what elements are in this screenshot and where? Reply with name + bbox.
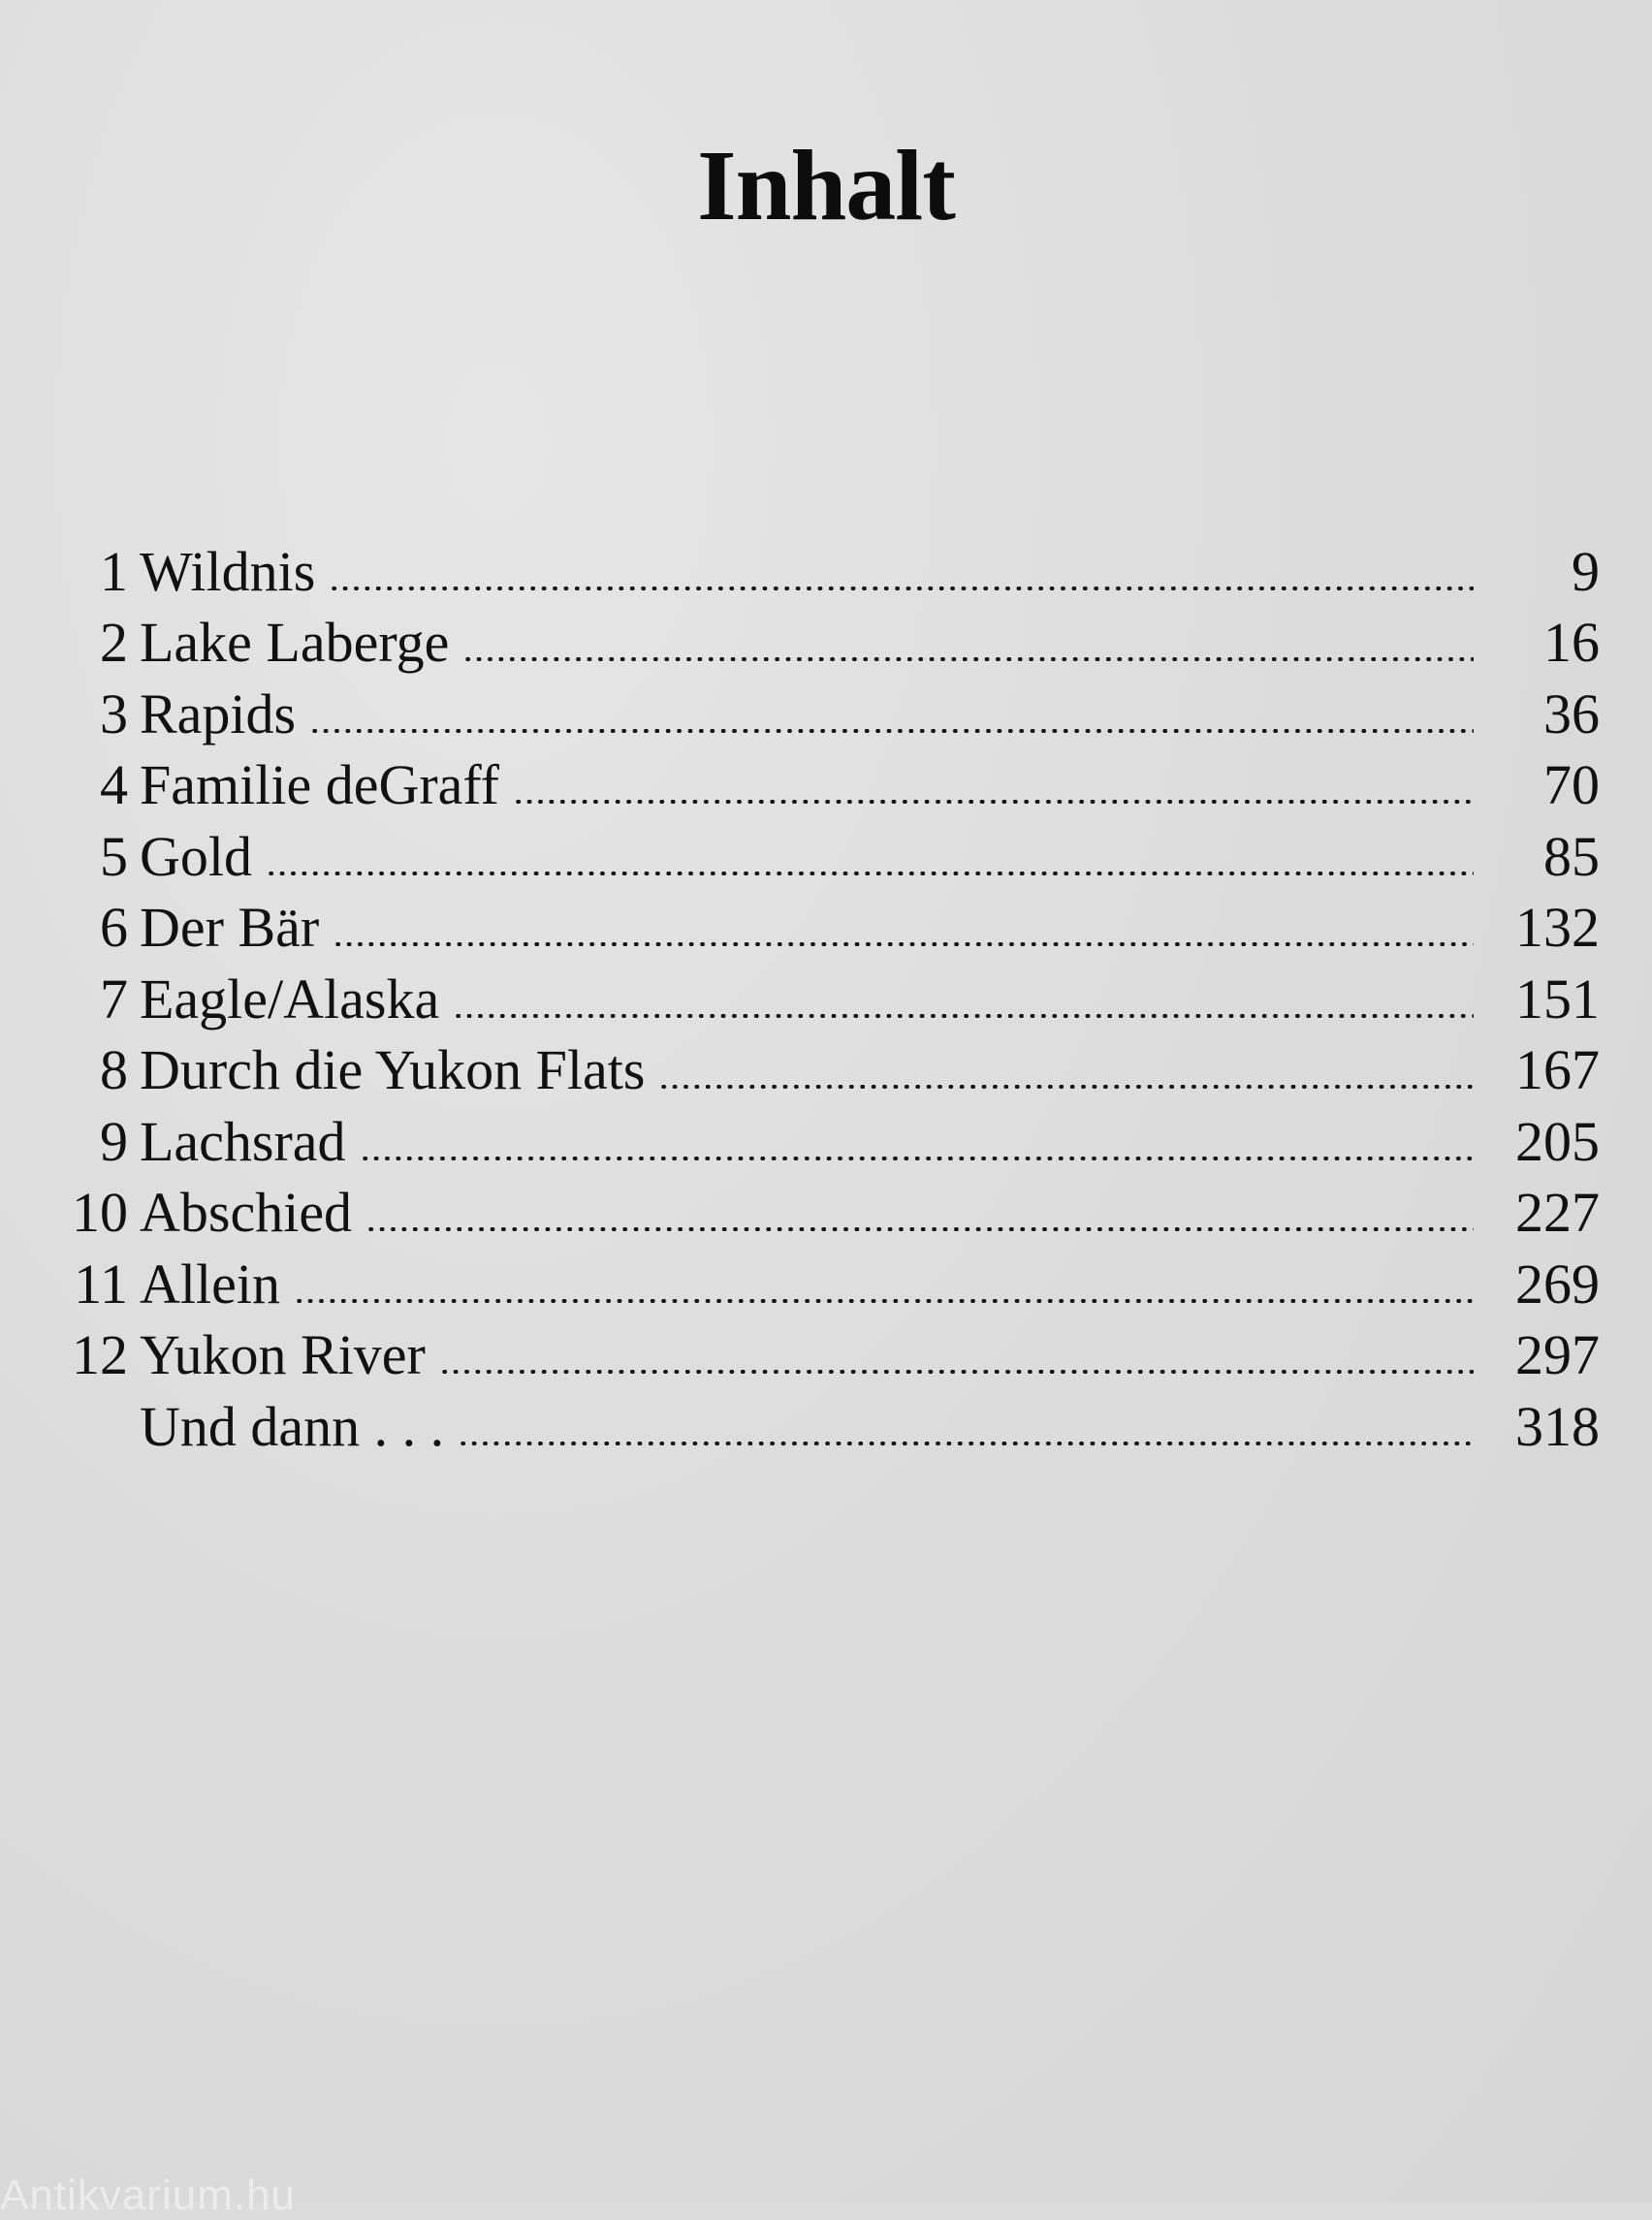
dot-leader [266, 872, 1474, 875]
table-of-contents [58, 528, 1600, 1458]
dot-leader [333, 942, 1474, 946]
chapter-title: Yukon River [140, 1323, 426, 1386]
page-number: 227 [1515, 1181, 1600, 1244]
page-number: 151 [1515, 967, 1600, 1031]
page-title: Inhalt [697, 129, 955, 241]
toc-entry-4 [58, 743, 1600, 814]
chapter-title: Gold [140, 824, 252, 888]
chapter-title: Der Bär [140, 896, 320, 959]
toc-entry-5 [58, 813, 1600, 888]
dot-leader [439, 1370, 1474, 1374]
dot-leader [360, 1157, 1474, 1160]
chapter-title: Lake Laberge [140, 611, 450, 674]
chapter-title: Rapids [140, 682, 297, 745]
chapter-number: 6 [100, 896, 128, 959]
toc-entry-2 [58, 600, 1600, 672]
chapter-title: Lachsrad [140, 1109, 346, 1173]
toc-entry-9 [58, 1098, 1600, 1173]
dot-leader [658, 1085, 1474, 1089]
page-number: 36 [1543, 682, 1600, 745]
page-number: 318 [1515, 1394, 1600, 1458]
toc-entry-epilogue [58, 1383, 1600, 1458]
page-number: 269 [1515, 1252, 1600, 1316]
chapter-number: 11 [74, 1252, 128, 1316]
page-number: 167 [1515, 1038, 1600, 1101]
chapter-number: 1 [100, 539, 128, 603]
dot-leader [365, 1227, 1474, 1231]
toc-entry-8 [58, 1028, 1600, 1099]
page-number: 297 [1515, 1323, 1600, 1386]
chapter-number: 7 [100, 967, 128, 1031]
chapter-number: 9 [100, 1109, 128, 1173]
page-number: 70 [1543, 753, 1600, 816]
dot-leader [458, 1442, 1474, 1445]
dot-leader [453, 1014, 1474, 1018]
chapter-number: 8 [100, 1038, 128, 1101]
toc-entry-10 [58, 1170, 1600, 1242]
chapter-title: Allein [140, 1252, 280, 1316]
chapter-title: Durch die Yukon Flats [140, 1038, 646, 1101]
watermark-text: Antikvarium.hu [0, 2172, 297, 2219]
page-number: 85 [1543, 824, 1600, 888]
chapter-title: Wildnis [140, 539, 316, 603]
dot-leader [309, 729, 1474, 733]
chapter-title: Und dann . . . [140, 1394, 445, 1458]
toc-entry-3 [58, 671, 1600, 743]
page-number: 205 [1515, 1109, 1600, 1173]
toc-entry-12 [58, 1313, 1600, 1384]
toc-entry-7 [58, 956, 1600, 1031]
chapter-title: Eagle/Alaska [140, 967, 440, 1031]
page-number: 9 [1572, 539, 1600, 603]
chapter-number: 10 [72, 1181, 128, 1244]
chapter-number: 5 [100, 824, 128, 888]
chapter-number: 2 [100, 611, 128, 674]
page-number: 16 [1543, 611, 1600, 674]
dot-leader [462, 657, 1474, 661]
dot-leader [329, 587, 1474, 590]
page-number: 132 [1515, 896, 1600, 959]
chapter-number: 3 [100, 682, 128, 745]
chapter-title: Abschied [140, 1181, 353, 1244]
toc-entry-11 [58, 1241, 1600, 1316]
dot-leader [513, 800, 1474, 804]
chapter-title: Familie deGraff [140, 753, 499, 816]
chapter-number: 4 [100, 753, 128, 816]
toc-entry-6 [58, 885, 1600, 957]
dot-leader [294, 1299, 1474, 1303]
chapter-number: 12 [72, 1323, 128, 1386]
toc-entry-1 [58, 528, 1600, 603]
